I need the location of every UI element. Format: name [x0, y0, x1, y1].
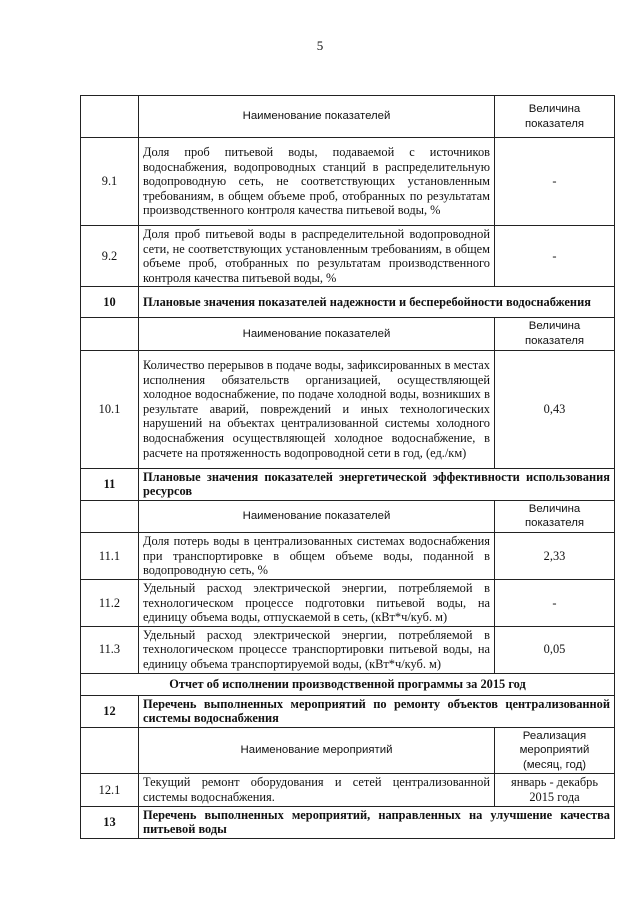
row-description: Доля проб питьевой воды, подаваемой с источников водоснабжения, водопроводных станций в распределительную водопроводную сеть, не соответствующих установленным требованиям, в общем объеме проб, отобранных по результатам производственного контроля качества питьевой воды, % [139, 138, 495, 226]
header-num-cell [81, 500, 139, 532]
section-row [81, 695, 615, 727]
report-title: Отчет об исполнении производственной программы за 2015 год [81, 673, 615, 695]
row-number: 9.1 [81, 138, 139, 226]
header-num-cell [81, 727, 139, 774]
section-row [81, 806, 615, 838]
row-value: 0,05 [495, 626, 615, 673]
row-number: 11.1 [81, 532, 139, 579]
section-number: 12 [81, 695, 139, 727]
row-number: 11.2 [81, 579, 139, 626]
row-description: Удельный расход электрической энергии, потребляемой в технологическом процессе транспортировки питьевой воды, на единицу объема транспортируемой воды, (кВт*ч/куб. м) [139, 626, 495, 673]
report-title-row [81, 673, 615, 695]
header-name-cell: Наименование мероприятий [139, 727, 495, 774]
section-title: Плановые значения показателей надежности и бесперебойности водоснабжения [139, 287, 615, 318]
section-number: 11 [81, 468, 139, 500]
header-num-cell [81, 96, 139, 138]
section-row [81, 287, 615, 318]
header-name-cell: Наименование показателей [139, 318, 495, 350]
row-value: - [495, 226, 615, 287]
section-title: Перечень выполненных мероприятий по ремонту объектов централизованной системы водоснабжения [139, 695, 615, 727]
table-row [81, 579, 615, 626]
header-value-cell: Величина показателя [495, 96, 615, 138]
row-description: Количество перерывов в подаче воды, зафиксированных в местах исполнения обязательств организацией, осуществляющей холодное водоснабжение, по подаче холодной воды, возникших в результате аварий, повреждений и иных технологических нарушений на объектах централизованной системы холодного водоснабжения осуществляющей холодное водоснабжение, в расчете на протяженность водопроводной сети в год, (ед./км) [139, 350, 495, 468]
indicators-table [80, 95, 615, 839]
table-header-row [81, 96, 615, 138]
header-name-cell: Наименование показателей [139, 96, 495, 138]
row-value: 2,33 [495, 532, 615, 579]
header-value-cell: Реализация мероприятий (месяц, год) [495, 727, 615, 774]
row-description: Доля проб питьевой воды в распределительной водопроводной сети, не соответствующих установленным требованиям, в общем объеме проб, отобранных по результатам производственного контроля качества питьевой воды, % [139, 226, 495, 287]
row-value: январь - декабрь 2015 года [495, 774, 615, 806]
table-header-row [81, 318, 615, 350]
table-row [81, 774, 615, 806]
section-row [81, 468, 615, 500]
header-value-cell: Величина показателя [495, 500, 615, 532]
row-value: - [495, 138, 615, 226]
page-number: 5 [316, 38, 324, 53]
row-number: 10.1 [81, 350, 139, 468]
section-number: 10 [81, 287, 139, 318]
table-row [81, 532, 615, 579]
table-row [81, 350, 615, 468]
table-header-row [81, 500, 615, 532]
row-number: 9.2 [81, 226, 139, 287]
row-number: 11.3 [81, 626, 139, 673]
row-value: 0,43 [495, 350, 615, 468]
table-header-row [81, 727, 615, 774]
header-value-cell: Величина показателя [495, 318, 615, 350]
table-row [81, 138, 615, 226]
table-row [81, 226, 615, 287]
row-number: 12.1 [81, 774, 139, 806]
section-title: Плановые значения показателей энергетической эффективности использования ресурсов [139, 468, 615, 500]
header-num-cell [81, 318, 139, 350]
section-number: 13 [81, 806, 139, 838]
table-row [81, 626, 615, 673]
section-title: Перечень выполненных мероприятий, направленных на улучшение качества питьевой воды [139, 806, 615, 838]
header-name-cell: Наименование показателей [139, 500, 495, 532]
row-description: Доля потерь воды в централизованных системах водоснабжения при транспортировке в общем объеме воды, поданной в водопроводную сеть, % [139, 532, 495, 579]
row-description: Текущий ремонт оборудования и сетей централизованной системы водоснабжения. [139, 774, 495, 806]
row-value: - [495, 579, 615, 626]
row-description: Удельный расход электрической энергии, потребляемой в технологическом процессе подготовки питьевой воды, на единицу объема воды, отпускаемой в сеть, (кВт*ч/куб. м) [139, 579, 495, 626]
